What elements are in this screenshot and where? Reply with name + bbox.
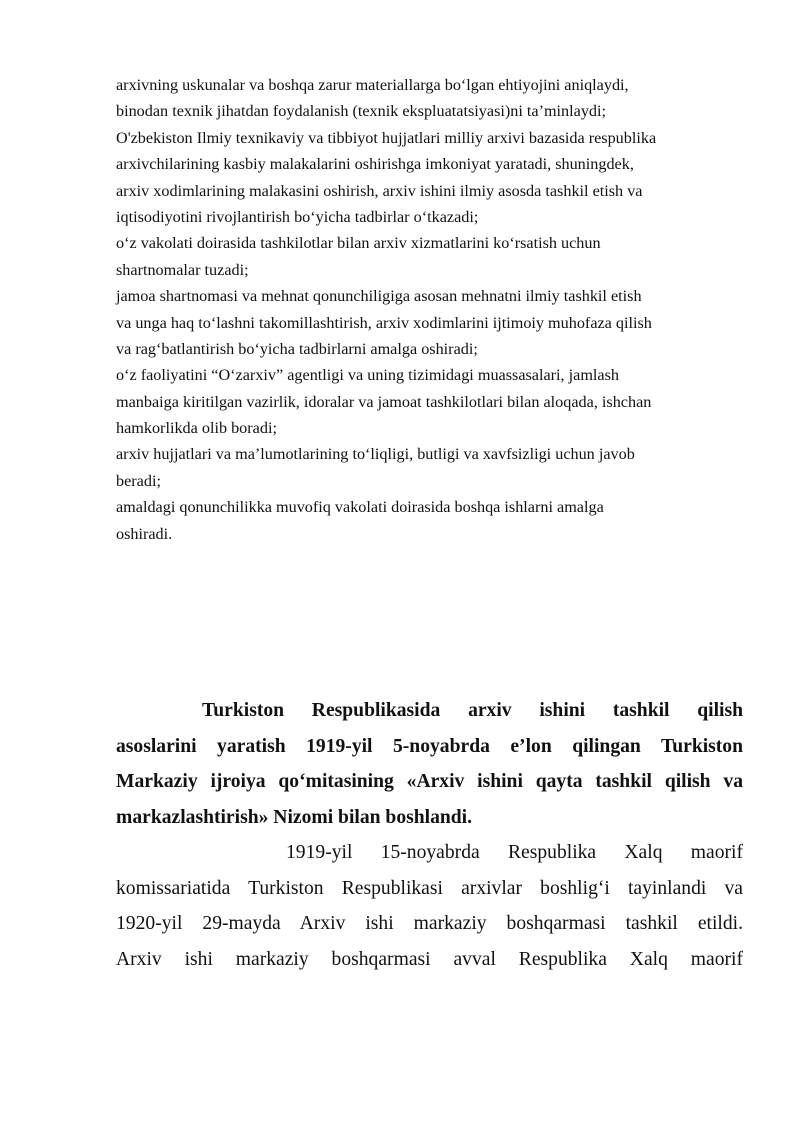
paragraph-line: 1919-yil 15-noyabrda Respublika Xalq maorif xyxy=(286,842,743,863)
paragraph-line: 1920-yil 29-mayda Arxiv ishi markaziy boshqarmasi tashkil etildi. xyxy=(116,913,743,934)
list-line: arxiv xodimlarining malakasini oshirish, arxiv ishini ilmiy asosda tashkil etish va xyxy=(116,181,643,200)
body-paragraph xyxy=(116,835,743,977)
list-line: arxivchilarining kasbiy malakalarini oshirishga imkoniyat yaratadi, shuningdek, xyxy=(116,155,634,174)
list-line: o‘z faoliyatini “O‘zarxiv” agentligi va uning tizimidagi muassasalari, jamlash xyxy=(116,366,619,385)
paragraph-line: komissariatida Turkiston Respublikasi arxivlar boshlig‘i tayinlandi va xyxy=(116,877,743,899)
list-line: jamoa shartnomasi va mehnat qonunchiligiga asosan mehnatni ilmiy tashkil etish xyxy=(116,287,642,306)
heading-line: Turkiston Respublikasida arxiv ishini tashkil qilish xyxy=(202,700,743,721)
list-line: o‘z vakolati doirasida tashkilotlar bilan arxiv xizmatlarini ko‘rsatish uchun xyxy=(116,234,601,253)
list-line: iqtisodiyotini rivojlantirish bo‘yicha tadbirlar o‘tkazadi; xyxy=(116,207,479,226)
main-text xyxy=(116,693,743,977)
paragraph-line: Arxiv ishi markaziy boshqarmasi avval Respublika Xalq maorif xyxy=(116,948,743,970)
list-line: manbaiga kiritilgan vazirlik, idoralar va jamoat tashkilotlari bilan aloqada, ishchan xyxy=(116,392,652,411)
section-heading xyxy=(116,693,743,835)
list-line: binodan texnik jihatdan foydalanish (texnik ekspluatatsiyasi)ni ta’minlaydi; xyxy=(116,102,607,121)
list-line: arxivning uskunalar va boshqa zarur materiallarga bo‘lgan ehtiyojini aniqlaydi, xyxy=(116,76,629,94)
list-line: va unga haq to‘lashni takomillashtirish, arxiv xodimlarini ijtimoiy muhofaza qilish xyxy=(116,313,652,332)
heading-line: markazlashtirish» Nizomi bilan boshlandi. xyxy=(116,806,473,828)
list-line: hamkorlikda olib boradi; xyxy=(116,419,277,438)
list-line: arxiv hujjatlari va ma’lumotlarining to‘liqligi, butligi va xavfsizligi uchun javob xyxy=(116,445,635,464)
list-line: O'zbekiston Ilmiy texnikaviy va tibbiyot hujjatlari milliy arxivi bazasida respublika xyxy=(116,128,657,147)
list-line: amaldagi qonunchilikka muvofiq vakolati doirasida boshqa ishlarni amalga xyxy=(116,498,604,517)
list-line: oshiradi. xyxy=(116,524,173,543)
duties-list xyxy=(116,72,756,547)
heading-line: Markaziy ijroiya qo‘mitasining «Arxiv ishini qayta tashkil qilish va xyxy=(116,771,743,792)
heading-line: asoslarini yaratish 1919-yil 5-noyabrda e’lon qilingan Turkiston xyxy=(116,735,743,757)
list-line: shartnomalar tuzadi; xyxy=(116,260,249,279)
list-line: va rag‘batlantirish bo‘yicha tadbirlarni amalga oshiradi; xyxy=(116,339,478,358)
list-line: beradi; xyxy=(116,471,161,490)
